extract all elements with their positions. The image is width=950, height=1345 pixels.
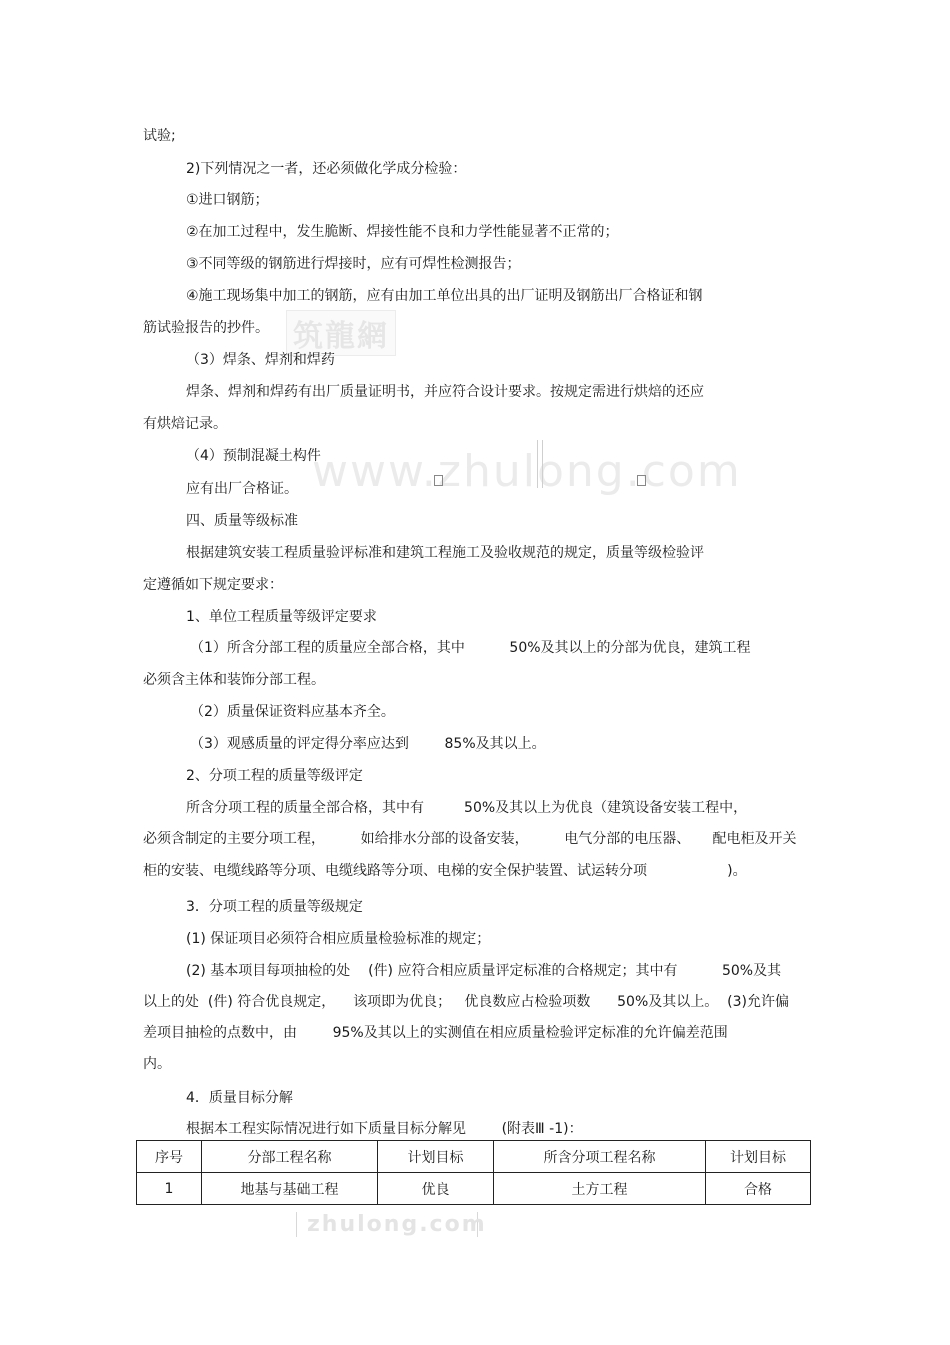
text-line: 焊条、焊剂和焊药有出厂质量证明书，并应符合设计要求。按规定需进行烘焙的还应 xyxy=(186,384,704,400)
text-line: 试验; xyxy=(143,128,176,144)
text-line: 应有出厂合格证。 xyxy=(186,481,298,497)
text-line: 以上的处 (件) 符合优良规定， 该项即为优良； 优良数应占检验项数 50%及其以上。 (3)允许偏 xyxy=(143,994,789,1010)
section-heading: （3）焊条、焊剂和焊药 xyxy=(186,352,335,368)
table-header-cell: 所含分项工程名称 xyxy=(494,1141,706,1173)
zhulong-logo-watermark: 筑龍網 xyxy=(286,310,396,356)
text-line: ④施工现场集中加工的钢筋，应有由加工单位出具的出厂证明及钢筋出厂合格证和钢 xyxy=(186,288,703,304)
text-line: 2)下列情况之一者，还必须做化学成分检验： xyxy=(186,161,467,177)
text-line: 筋试验报告的抄件。 xyxy=(143,320,269,336)
section-heading: 3．分项工程的质量等级规定 xyxy=(186,899,363,915)
text-line: 定遵循如下规定要求： xyxy=(143,577,283,593)
text-line: (2) 基本项目每项抽检的处 (件) 应符合相应质量评定标准的合格规定；其中有 50%及其 xyxy=(186,963,782,979)
zhulong-bottom-watermark: zhulong.com xyxy=(296,1212,478,1237)
table-header-row xyxy=(137,1141,811,1173)
quality-target-table xyxy=(136,1140,811,1205)
watermark-bar-mark xyxy=(537,440,543,488)
text-line: 差项目抽检的点数中，由 95%及其以上的实测值在相应质量检验评定标准的允许偏差范围 xyxy=(143,1025,728,1041)
text-line: ①进口钢筋； xyxy=(186,192,269,208)
watermark-box-mark xyxy=(637,475,646,486)
table-cell: 1 xyxy=(137,1173,202,1205)
text-line: (1) 保证项目必须符合相应质量检验标准的规定； xyxy=(186,931,491,947)
table-row xyxy=(137,1173,811,1205)
text-line: ②在加工过程中，发生脆断、焊接性能不良和力学性能显著不正常的； xyxy=(186,224,619,240)
text-line: 必须含主体和装饰分部工程。 xyxy=(143,672,325,688)
text-line: ③不同等级的钢筋进行焊接时，应有可焊性检测报告； xyxy=(186,256,521,272)
table-header-cell: 序号 xyxy=(137,1141,202,1173)
text-line: 内。 xyxy=(143,1056,171,1072)
zhulong-url-watermark: www.zhulong.com xyxy=(312,446,742,497)
table-header-cell: 分部工程名称 xyxy=(202,1141,378,1173)
text-line: 柜的安装、电缆线路等分项、电缆线路等分项、电梯的安全保护装置、试运转分项 )。 xyxy=(143,863,747,879)
section-heading: 4．质量目标分解 xyxy=(186,1090,293,1106)
section-heading: 1、单位工程质量等级评定要求 xyxy=(186,609,377,625)
watermark-box-mark xyxy=(434,475,443,486)
table-cell: 土方工程 xyxy=(494,1173,706,1205)
text-line: （2）质量保证资料应基本齐全。 xyxy=(190,704,395,720)
text-line: 根据本工程实际情况进行如下质量目标分解见 (附表Ⅲ -1)： xyxy=(186,1121,583,1137)
table-cell: 地基与基础工程 xyxy=(202,1173,378,1205)
text-line: 所含分项工程的质量全部合格，其中有 50%及其以上为优良（建筑设备安装工程中， xyxy=(186,800,748,816)
text-line: （3）观感质量的评定得分率应达到 85%及其以上。 xyxy=(190,736,546,752)
section-heading: 四、质量等级标准 xyxy=(186,513,298,529)
table-header-cell: 计划目标 xyxy=(378,1141,494,1173)
text-line: 根据建筑安装工程质量验评标准和建筑工程施工及验收规范的规定，质量等级检验评 xyxy=(186,545,704,561)
text-line: 必须含制定的主要分项工程， 如给排水分部的设备安装， 电气分部的电压器、 配电柜及开关 xyxy=(143,831,797,847)
table-cell: 合格 xyxy=(706,1173,811,1205)
text-line: 有烘焙记录。 xyxy=(143,416,227,432)
table-cell: 优良 xyxy=(378,1173,494,1205)
text-line: （1）所含分部工程的质量应全部合格，其中 50%及其以上的分部为优良，建筑工程 xyxy=(190,640,751,656)
section-heading: 2、分项工程的质量等级评定 xyxy=(186,768,363,784)
section-heading: （4）预制混凝土构件 xyxy=(186,448,321,464)
table-header-cell: 计划目标 xyxy=(706,1141,811,1173)
